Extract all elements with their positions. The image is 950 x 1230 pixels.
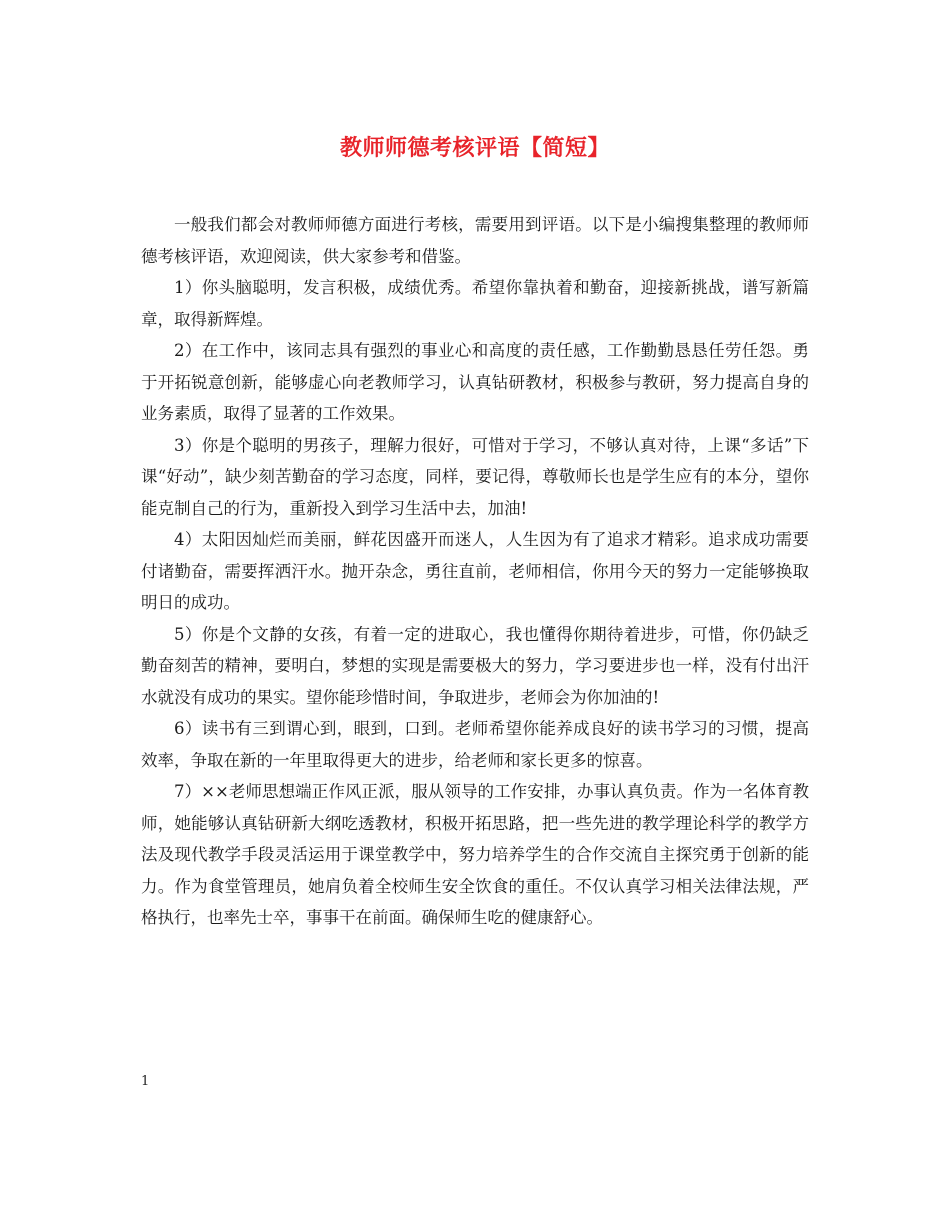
comment-paragraph-7: 7）××老师思想端正作风正派，服从领导的工作安排，办事认真负责。作为一名体育教师，她能够认真钻研新大纲吃透教材，积极开拓思路，把一些先进的教学理论科学的教学方法及现代教学手段灵活运用于课堂教学中，努力培养学生的合作交流自主探究勇于创新的能力。作为食堂管理员，她肩负着全校师生安全饮食的重任。不仅认真学习相关法律法规，严格执行，也率先士卒，事事干在前面。确保师生吃的健康舒心。 xyxy=(141,782,809,927)
comment-paragraph-6: 6）读书有三到谓心到，眼到，口到。老师希望你能养成良好的读书学习的习惯，提高效率，争取在新的一年里取得更大的进步，给老师和家长更多的惊喜。 xyxy=(141,719,809,770)
comment-paragraph-5: 5）你是个文静的女孩，有着一定的进取心，我也懂得你期待着进步，可惜，你仍缺乏勤奋刻苦的精神，要明白，梦想的实现是需要极大的努力，学习要进步也一样，没有付出汗水就没有成功的果实。望你能珍惜时间，争取进步，老师会为你加油的! xyxy=(141,624,809,707)
intro-paragraph: 一般我们都会对教师师德方面进行考核，需要用到评语。以下是小编搜集整理的教师师德考核评语，欢迎阅读，供大家参考和借鉴。 xyxy=(141,215,809,266)
comment-paragraph-3: 3）你是个聪明的男孩子，理解力很好，可惜对于学习，不够认真对待，上课“多话”下课“好动”，缺少刻苦勤奋的学习态度，同样，要记得，尊敬师长也是学生应有的本分，望你能克制自己的行为，重新投入到学习生活中去，加油! xyxy=(141,435,809,518)
comment-paragraph-4: 4）太阳因灿烂而美丽，鲜花因盛开而迷人，人生因为有了追求才精彩。追求成功需要付诸勤奋，需要挥洒汗水。抛开杂念，勇往直前，老师相信，你用今天的努力一定能够换取明日的成功。 xyxy=(141,530,809,612)
document-body xyxy=(141,209,809,934)
document-title: 教师师德考核评语【简短】 xyxy=(339,135,610,161)
comment-paragraph-1: 1）你头脑聪明，发言积极，成绩优秀。希望你靠执着和勤奋，迎接新挑战，谱写新篇章，取得新辉煌。 xyxy=(141,278,809,329)
page-number: 1 xyxy=(141,1074,150,1089)
comment-paragraph-2: 2）在工作中，该同志具有强烈的事业心和高度的责任感，工作勤勤恳恳任劳任怨。勇于开拓锐意创新，能够虚心向老教师学习，认真钻研教材，积极参与教研，努力提高自身的业务素质，取得了显著的工作效果。 xyxy=(141,341,809,423)
